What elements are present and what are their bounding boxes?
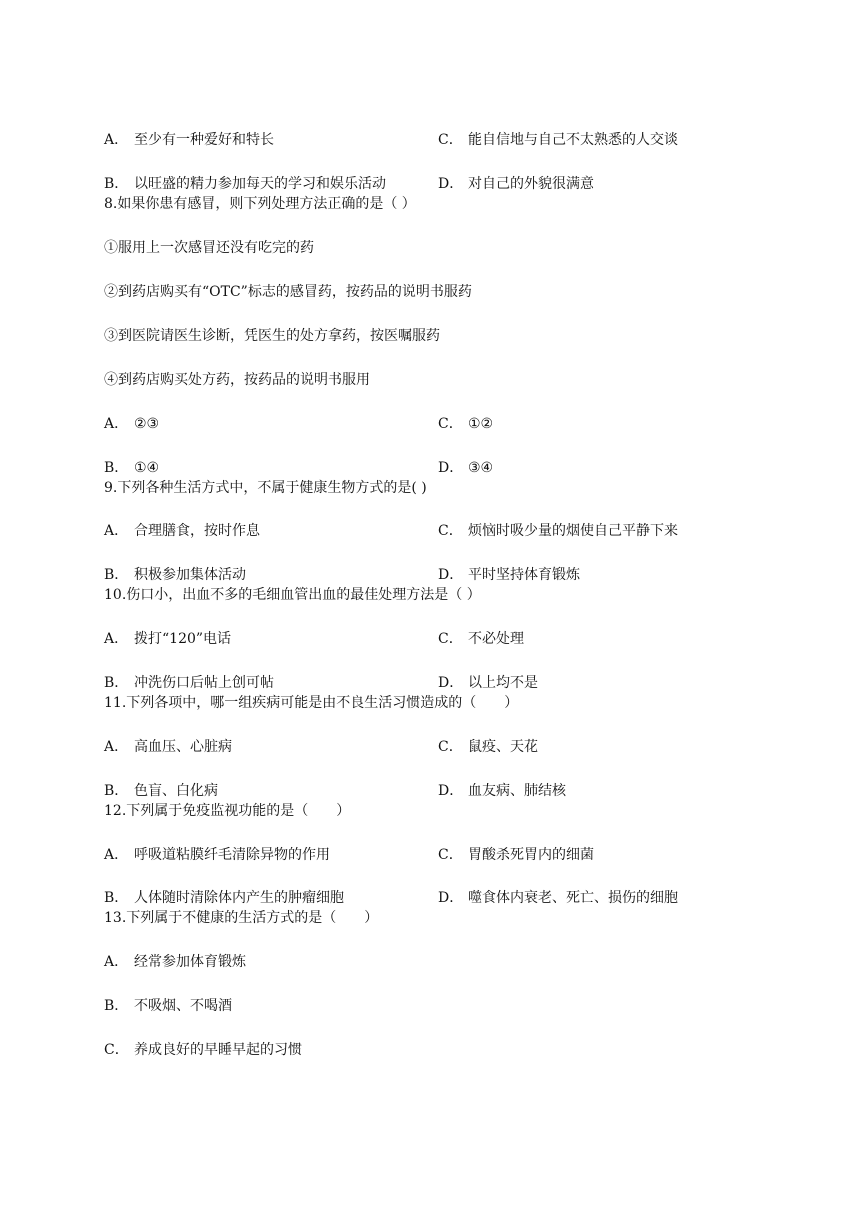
- q12-stem: 12.下列属于免疫监视功能的是（ ）: [104, 803, 351, 819]
- q11-option-a: A． 高血压、心脏病: [104, 739, 232, 755]
- q10-option-b: B． 冲洗伤口后帖上创可帖: [104, 675, 274, 691]
- q9-option-c: C． 烦恼时吸少量的烟使自己平静下来: [438, 523, 678, 539]
- q10-option-d: D． 以上均不是: [438, 675, 538, 691]
- q8-item-2: ②到药店购买有“OTC”标志的感冒药，按药品的说明书服药: [104, 284, 472, 300]
- q7-option-d: D． 对自己的外貌很满意: [438, 176, 594, 192]
- q8-option-d: D． ③④: [438, 460, 494, 476]
- q12-option-d: D． 噬食体内衰老、死亡、损伤的细胞: [438, 890, 678, 906]
- q8-option-c: C． ①②: [438, 416, 494, 432]
- q9-option-d: D． 平时坚持体育锻炼: [438, 567, 580, 583]
- q7-option-b: B． 以旺盛的精力参加每天的学习和娱乐活动: [104, 176, 386, 192]
- q13-option-a: A． 经常参加体育锻炼: [104, 954, 246, 970]
- q9-stem: 9.下列各种生活方式中，不属于健康生物方式的是( ): [104, 480, 427, 496]
- q13-stem: 13.下列属于不健康的生活方式的是（ ）: [104, 910, 379, 926]
- q10-option-c: C． 不必处理: [438, 631, 524, 647]
- q11-option-c: C． 鼠疫、天花: [438, 739, 538, 755]
- q12-option-a: A． 呼吸道粘膜纤毛清除异物的作用: [104, 847, 330, 863]
- q8-stem: 8.如果你患有感冒，则下列处理方法正确的是（ ）: [104, 196, 416, 212]
- q10-option-a: A． 拨打“120”电话: [104, 631, 232, 647]
- q8-item-4: ④到药店购买处方药，按药品的说明书服用: [104, 372, 370, 388]
- q13-option-c: C． 养成良好的早睡早起的习惯: [104, 1042, 302, 1058]
- q10-stem: 10.伤口小，出血不多的毛细血管出血的最佳处理方法是（ ）: [104, 587, 481, 603]
- q7-option-c: C． 能自信地与自己不太熟悉的人交谈: [438, 132, 678, 148]
- q12-option-c: C． 胃酸杀死胃内的细菌: [438, 847, 594, 863]
- q7-option-a: A． 至少有一种爱好和特长: [104, 132, 274, 148]
- q8-item-1: ①服用上一次感冒还没有吃完的药: [104, 240, 314, 256]
- q8-option-b: B． ①④: [104, 460, 160, 476]
- q8-option-a: A． ②③: [104, 416, 160, 432]
- q8-item-3: ③到医院请医生诊断，凭医生的处方拿药，按医嘱服药: [104, 328, 440, 344]
- q11-stem: 11.下列各项中，哪一组疾病可能是由不良生活习惯造成的（ ）: [104, 695, 519, 711]
- q9-option-a: A． 合理膳食，按时作息: [104, 523, 260, 539]
- q9-option-b: B． 积极参加集体活动: [104, 567, 246, 583]
- q11-option-b: B． 色盲、白化病: [104, 783, 218, 799]
- q13-option-b: B． 不吸烟、不喝酒: [104, 998, 232, 1014]
- q12-option-b: B． 人体随时清除体内产生的肿瘤细胞: [104, 890, 344, 906]
- q11-option-d: D． 血友病、肺结核: [438, 783, 566, 799]
